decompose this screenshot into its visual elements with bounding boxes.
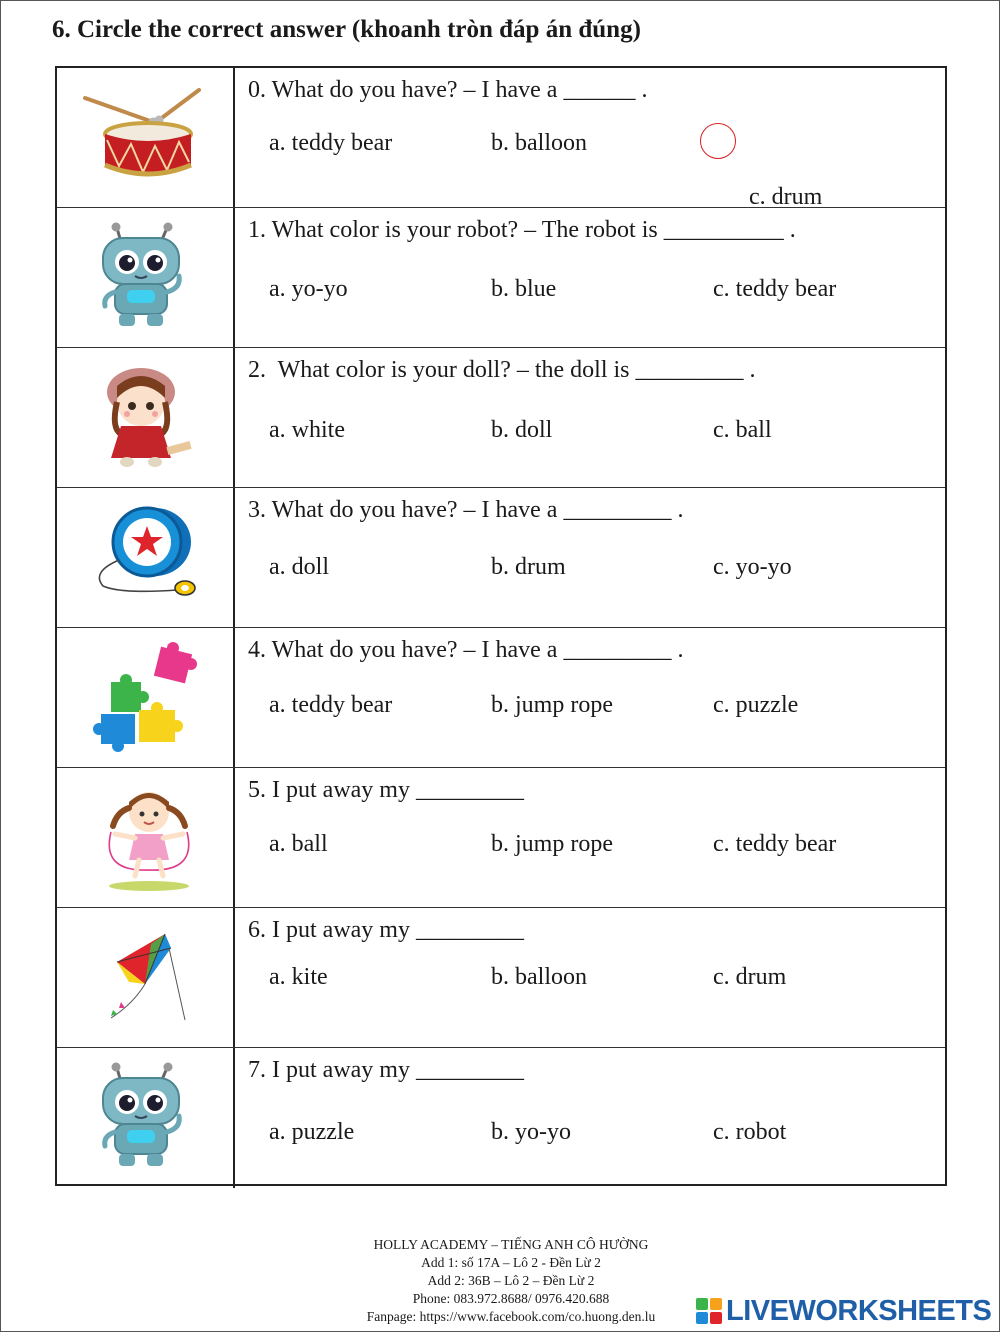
picture-cell [57,1048,235,1188]
option-c[interactable]: c. robot [713,1119,787,1145]
question-row-5 [57,768,945,908]
question-text: 5. I put away my _________ [248,777,524,803]
question-text: 7. I put away my _________ [248,1057,524,1083]
option-a[interactable]: a. kite [269,964,328,990]
option-a[interactable]: a. teddy bear [269,692,393,718]
question-text: 4. What do you have? – I have a _________ . [248,637,684,663]
footer-fanpage: Fanpage: https://www.facebook.com/co.huong.den.lu [366,1309,656,1324]
option-c[interactable]: c. yo-yo [713,554,792,580]
drum-icon [81,82,211,192]
option-c[interactable]: c. teddy bear [713,831,837,857]
option-b[interactable]: b. jump rope [491,831,613,857]
option-c[interactable]: c. teddy bear [713,276,837,302]
liveworksheets-logo-icon [696,1298,722,1324]
question-row-6 [57,908,945,1048]
robot-icon [81,1062,211,1172]
picture-cell [57,768,235,907]
question-text: 3. What do you have? – I have a _________ . [248,497,684,523]
robot-icon [81,222,211,332]
question-row-3 [57,488,945,628]
option-c[interactable]: c. ball [713,417,772,443]
footer-phone: Phone: 083.972.8688/ 0976.420.688 [412,1291,610,1306]
option-a[interactable]: a. teddy bear [269,130,393,156]
footer-address-1: Add 1: số 17A – Lô 2 - Đền Lừ 2 [421,1255,601,1270]
question-row-1 [57,208,945,348]
option-b[interactable]: b. doll [491,417,553,443]
option-a[interactable]: a. puzzle [269,1119,355,1145]
liveworksheets-wordmark: LIVEWORKSHEETS [726,1295,992,1327]
option-b[interactable]: b. balloon [491,964,587,990]
option-a[interactable]: a. ball [269,831,328,857]
answer-circle-mark [700,123,736,159]
kite-icon [81,922,211,1032]
jump-rope-girl-icon [81,782,211,892]
question-row-4 [57,628,945,768]
puzzle-icon [81,642,211,752]
question-row-2 [57,348,945,488]
question-text: 6. I put away my _________ [248,917,524,943]
option-b[interactable]: b. drum [491,554,566,580]
option-c[interactable]: c. puzzle [713,692,799,718]
footer-address-2: Add 2: 36B – Lô 2 – Đền Lừ 2 [427,1273,595,1288]
quiz-table [55,66,947,1186]
option-a[interactable]: a. doll [269,554,329,580]
doll-icon [81,362,211,472]
option-b[interactable]: b. yo-yo [491,1119,571,1145]
option-a[interactable]: a. white [269,417,345,443]
picture-cell [57,68,235,207]
option-c[interactable]: c. drum [713,964,787,990]
question-row-0 [57,68,945,208]
option-a[interactable]: a. yo-yo [269,276,348,302]
option-b[interactable]: b. balloon [491,130,587,156]
question-text: 0. What do you have? – I have a ______ . [248,77,648,103]
option-c-label: c. drum [749,184,823,210]
picture-cell [57,908,235,1047]
option-b[interactable]: b. jump rope [491,692,613,718]
yo-yo-icon [81,502,211,612]
picture-cell [57,348,235,487]
footer-academy-name: HOLLY ACADEMY – TIẾNG ANH CÔ HƯỜNG [373,1237,649,1252]
picture-cell [57,628,235,767]
option-b[interactable]: b. blue [491,276,557,302]
exercise-title: 6. Circle the correct answer (khoanh tròn đáp án đúng) [52,16,641,43]
footer-contact [300,1236,722,1326]
picture-cell [57,488,235,627]
picture-cell [57,208,235,347]
question-text: 2. What color is your doll? – the doll is _________ . [248,357,756,383]
question-row-7 [57,1048,945,1188]
question-text: 1. What color is your robot? – The robot is __________ . [248,217,796,243]
